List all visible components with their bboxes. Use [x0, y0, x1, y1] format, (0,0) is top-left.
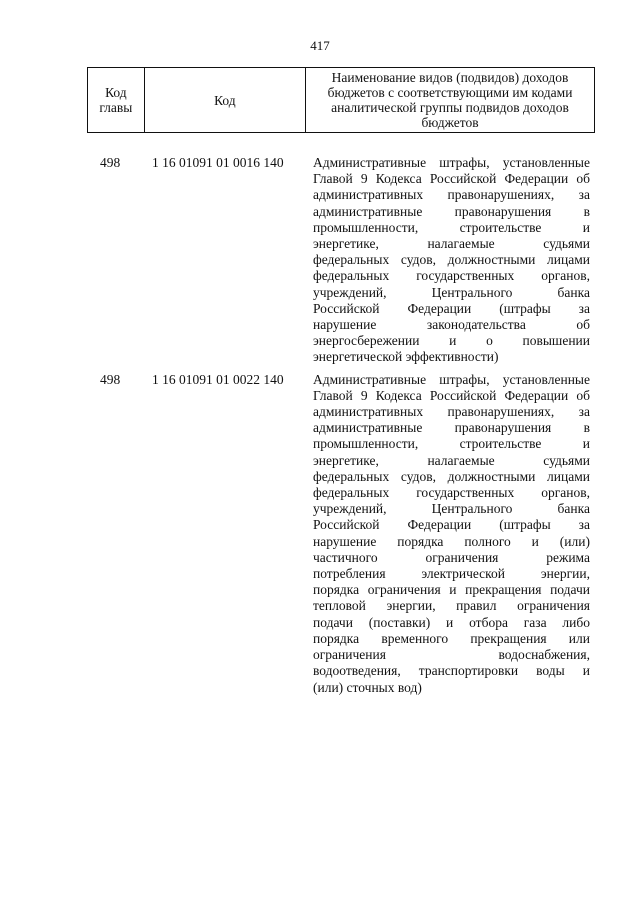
row-name-line: административные правонарушения в	[313, 203, 590, 219]
header-name: Наименование видов (подвидов) доходов бюджетов с соответствующими им кодами аналитической группы подвидов доходов бюджетов	[306, 68, 595, 133]
row-name-line: потребления электрической энергии,	[313, 566, 590, 582]
row-name-line: административные правонарушения в	[313, 420, 590, 436]
table-row	[0, 372, 640, 696]
row-name-line: Российской Федерации (штрафы за	[313, 300, 590, 316]
row-name-line: федеральных государственных органов,	[313, 268, 590, 284]
row-name-line: энергетической эффективности)	[313, 349, 499, 365]
row-name-line: нарушение порядка полного и (или)	[313, 533, 590, 549]
row-name-line: промышленности, строительстве и	[313, 436, 590, 452]
row-name-line: энергетике, налагаемые судьями	[313, 236, 590, 252]
row-name	[313, 155, 590, 366]
table-header-row	[88, 68, 595, 133]
row-name-line: энергосбережении и о повышении	[313, 333, 590, 349]
row-name-line: порядка временного прекращения или	[313, 630, 590, 646]
table-row	[0, 155, 640, 366]
row-name-line: ограничения водоснабжения,	[313, 647, 590, 663]
row-name-line: подачи (поставки) и отбора газа либо	[313, 614, 590, 630]
row-chapter-code: 498	[100, 371, 121, 387]
row-name-line: порядка ограничения и прекращения подачи	[313, 582, 590, 598]
row-name-line: Российской Федерации (штрафы за	[313, 517, 590, 533]
table-header	[87, 67, 595, 133]
row-name-line: учреждений, Центрального банка	[313, 501, 590, 517]
row-name-line: федеральных судов, должностными лицами	[313, 252, 590, 268]
header-code: Код	[144, 68, 305, 133]
row-name-line: (или) сточных вод)	[313, 679, 422, 695]
row-name-line: энергетике, налагаемые судьями	[313, 452, 590, 468]
header-chapter-code: Код главы	[88, 68, 145, 133]
row-name-line: Главой 9 Кодекса Российской Федерации об	[313, 171, 590, 187]
row-name-line: водоотведения, транспортировки воды и	[313, 663, 590, 679]
row-name-line: промышленности, строительстве и	[313, 219, 590, 235]
row-chapter-code: 498	[100, 155, 121, 170]
row-name-line: частичного ограничения режима	[313, 549, 590, 565]
row-name-line: учреждений, Центрального банка	[313, 284, 590, 300]
row-name-line: Административные штрафы, установленные	[313, 371, 590, 387]
row-name-line: административных правонарушениях, за	[313, 187, 590, 203]
row-name-line: Главой 9 Кодекса Российской Федерации об	[313, 387, 590, 403]
row-name-line: тепловой энергии, правил ограничения	[313, 598, 590, 614]
page-number: 417	[310, 38, 330, 53]
row-code: 1 16 01091 01 0022 140	[152, 371, 284, 387]
row-name-line: федеральных судов, должностными лицами	[313, 468, 590, 484]
row-name-line: федеральных государственных органов,	[313, 485, 590, 501]
row-name-line: административных правонарушениях, за	[313, 404, 590, 420]
row-name	[313, 372, 590, 696]
row-code: 1 16 01091 01 0016 140	[152, 155, 284, 170]
row-name-line: Административные штрафы, установленные	[313, 155, 590, 170]
row-name-line: нарушение законодательства об	[313, 317, 590, 333]
table-body	[0, 155, 640, 696]
